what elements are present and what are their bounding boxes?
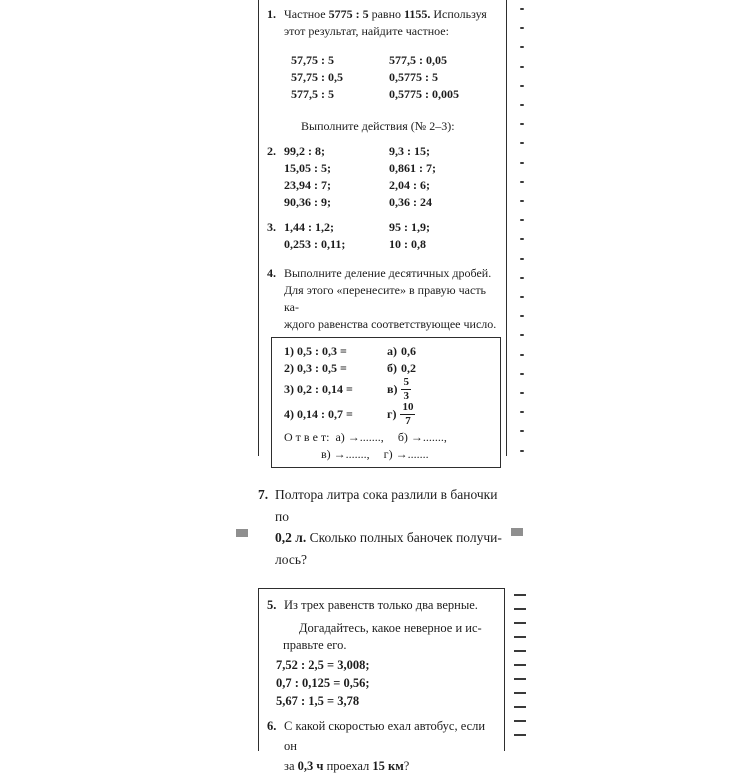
matching-row — [284, 343, 497, 360]
matching-row — [284, 360, 497, 377]
exercise-7 — [258, 484, 514, 570]
exercise-card-top — [258, 0, 507, 461]
expression: 0,253 : 0,11; — [284, 237, 346, 251]
expression: 57,75 : 0,5 — [291, 70, 343, 84]
exercise-4-line1: Выполните деление десятичных дробей. — [284, 266, 492, 280]
exercise-6-number: 6. — [267, 719, 277, 733]
exercise-7-line3: лось? — [275, 551, 307, 567]
exercise-1 — [267, 6, 502, 40]
exercise-5-equations — [276, 656, 501, 710]
equation: 7,52 : 2,5 = 3,008; — [276, 658, 370, 672]
matching-row — [284, 402, 497, 427]
dashed-cut-line — [514, 594, 526, 736]
option-value: 0,2 — [401, 361, 416, 375]
expression: 577,5 : 0,05 — [389, 53, 447, 67]
exercise-7-line1: Полтора литра сока разлили в баночки по — [275, 487, 498, 524]
exercise-4-matching-box — [271, 337, 501, 468]
exercise-2-column-1 — [284, 143, 389, 211]
answer-slot-a: а) →......., — [335, 430, 384, 444]
exercise-6-line1: С какой скоростью ехал автобус, если он — [284, 719, 486, 753]
expression: 1,44 : 1,2; — [284, 220, 334, 234]
answer-row-1 — [284, 429, 497, 446]
fraction-denominator: 3 — [403, 390, 409, 402]
exercise-4-number: 4. — [267, 266, 276, 280]
expression: 0,36 : 24 — [389, 195, 432, 209]
instruction-line: Выполните действия (№ 2–3): — [301, 119, 455, 133]
exercise-3 — [267, 219, 502, 253]
exercise-1-column-2 — [389, 52, 459, 103]
equation: 0,7 : 0,125 = 0,56; — [276, 676, 370, 690]
answer-slot-v: в) →......., — [321, 447, 370, 461]
exercise-7-number: 7. — [258, 487, 269, 502]
exercise-1-expressions — [291, 52, 502, 103]
answer-slot-g: г) →....... — [383, 447, 429, 461]
exercise-card-bottom — [258, 588, 505, 773]
exercise-7-line2: 0,2 л. Сколько полных баночек получи- — [275, 530, 502, 545]
expression: 10 : 0,8 — [389, 237, 426, 251]
expression: 15,05 : 5; — [284, 161, 331, 175]
fraction — [401, 377, 411, 402]
exercise-5 — [267, 597, 501, 614]
exercise-2 — [267, 143, 502, 211]
expression: 1) 0,5 : 0,3 = — [284, 344, 347, 358]
expression: 57,75 : 5 — [291, 53, 334, 67]
exercise-1-line2: этот результат, найдите частное: — [284, 24, 449, 38]
scan-mark-left — [236, 529, 248, 537]
fraction-numerator: 10 — [402, 401, 414, 413]
fraction — [400, 402, 415, 427]
expression: 0,861 : 7; — [389, 161, 436, 175]
exercise-5-line2: Догадайтесь, какое неверное и ис- — [299, 621, 482, 635]
exercise-3-expressions — [284, 219, 502, 253]
exercise-1-text — [284, 6, 502, 40]
expression: 2,04 : 6; — [389, 178, 430, 192]
exercise-6 — [267, 716, 501, 776]
expression: 99,2 : 8; — [284, 144, 325, 158]
exercise-4 — [267, 265, 502, 333]
fraction-numerator: 5 — [403, 376, 409, 388]
exercise-3-column-1 — [284, 219, 389, 253]
exercise-6-line2: за 0,3 ч проехал 15 км? — [284, 759, 410, 773]
exercise-1-column-1 — [291, 52, 389, 103]
scan-mark-right — [511, 528, 523, 536]
expression: 4) 0,14 : 0,7 = — [284, 407, 353, 421]
expression: 577,5 : 5 — [291, 87, 334, 101]
option-label: б) — [387, 361, 397, 375]
expression: 95 : 1,9; — [389, 220, 430, 234]
expression: 2) 0,3 : 0,5 = — [284, 361, 347, 375]
exercise-2-number: 2. — [267, 144, 276, 158]
answer-slot-b: б) →......., — [397, 430, 447, 444]
answer-row-2 — [284, 446, 497, 463]
exercise-1-number: 1. — [267, 7, 276, 21]
exercise-5-number: 5. — [267, 598, 277, 612]
exercise-2-expressions — [284, 143, 502, 211]
exercise-5-line1: Из трех равенств только два верные. — [284, 598, 478, 612]
option-label: а) — [387, 344, 397, 358]
option-label: в) — [387, 382, 398, 396]
expression: 23,94 : 7; — [284, 178, 331, 192]
answer-label: О т в е т: — [284, 430, 330, 444]
option-label: г) — [387, 407, 397, 421]
expression: 90,36 : 9; — [284, 195, 331, 209]
fraction-denominator: 7 — [405, 415, 411, 427]
expression: 0,5775 : 5 — [389, 70, 438, 84]
matching-row — [284, 377, 497, 402]
option-value: 0,6 — [401, 344, 416, 358]
exercise-4-line2: Для этого «перенесите» в правую часть ка- — [284, 283, 487, 314]
dotted-cut-line — [520, 8, 524, 452]
exercise-3-number: 3. — [267, 220, 276, 234]
exercise-4-line3: ждого равенства соответствующее число. — [284, 317, 497, 331]
equation: 5,67 : 1,5 = 3,78 — [276, 694, 360, 708]
exercise-4-text — [284, 265, 502, 333]
expression: 0,5775 : 0,005 — [389, 87, 459, 101]
expression: 9,3 : 15; — [389, 144, 430, 158]
exercise-1-line1: Частное 5775 : 5 равно 1155. Используя — [284, 7, 487, 21]
exercise-3-column-2 — [389, 219, 430, 253]
expression: 3) 0,2 : 0,14 = — [284, 382, 353, 396]
exercise-5-line3: правьте его. — [283, 638, 347, 652]
exercise-2-column-2 — [389, 143, 436, 211]
